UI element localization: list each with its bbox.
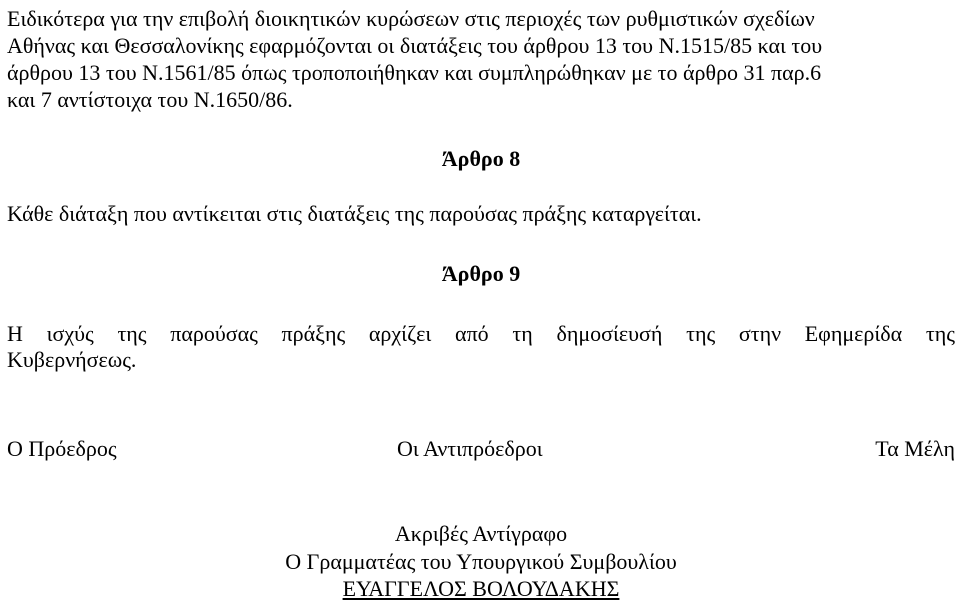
article-8-heading: Άρθρο 8	[441, 146, 521, 171]
paragraph-1-line-2: Αθήνας και Θεσσαλονίκης εφαρμόζονται οι διατάξεις του άρθρου 13 του Ν.1515/85 και του	[7, 33, 823, 58]
article-9-word: στην	[738, 321, 782, 346]
article-9-word: Η	[7, 321, 23, 346]
paragraph-1-line-3: άρθρου 13 του Ν.1561/85 όπως τροποποιήθηκαν και συμπληρώθηκαν με το άρθρο 31 παρ.6	[7, 60, 822, 85]
article-9-word: Εφημερίδα	[804, 321, 903, 346]
secretary-title: Ο Γραμματέας του Υπουργικού Συμβουλίου	[285, 549, 677, 574]
document-page	[7, 0, 955, 603]
secretary-name-text: ΕΥΑΓΓΕΛΟΣ ΒΟΛΟΥΔΑΚΗΣ	[342, 576, 620, 601]
article-9-line-1-text	[7, 321, 955, 347]
article-9-word: ισχύς	[46, 321, 94, 346]
article-9-word: πράξης	[281, 321, 346, 346]
signature-members: Τα Μέλη	[875, 436, 955, 461]
secretary-name	[7, 576, 955, 602]
paragraph-1-line-1: Ειδικότερα για την επιβολή διοικητικών κυρώσεων στις περιοχές των ρυθμιστικών σχεδίων	[7, 6, 815, 31]
article-9-word: αρχίζει	[368, 321, 432, 346]
article-9-line-1	[7, 321, 955, 347]
article-9-line-2: Κυβερνήσεως.	[7, 347, 137, 372]
article-9-word: της	[686, 321, 716, 346]
article-9-word: τη	[512, 321, 533, 346]
article-9-word: παρούσας	[170, 321, 258, 346]
article-9-word: της	[117, 321, 147, 346]
paragraph-1-line-4: και 7 αντίστοιχα του Ν.1650/86.	[7, 87, 293, 112]
signature-president: Ο Πρόεδρος	[7, 436, 117, 461]
true-copy-label: Ακριβές Αντίγραφο	[394, 521, 568, 546]
article-9-word: δημοσίευσή	[556, 321, 663, 346]
signature-vice-presidents: Οι Αντιπρόεδροι	[397, 436, 543, 461]
article-8-text: Κάθε διάταξη που αντίκειται στις διατάξεις της παρούσας πράξης καταργείται.	[7, 201, 702, 226]
article-9-word: από	[455, 321, 489, 346]
article-9-word: της	[925, 321, 955, 346]
article-9-heading: Άρθρο 9	[441, 261, 521, 286]
